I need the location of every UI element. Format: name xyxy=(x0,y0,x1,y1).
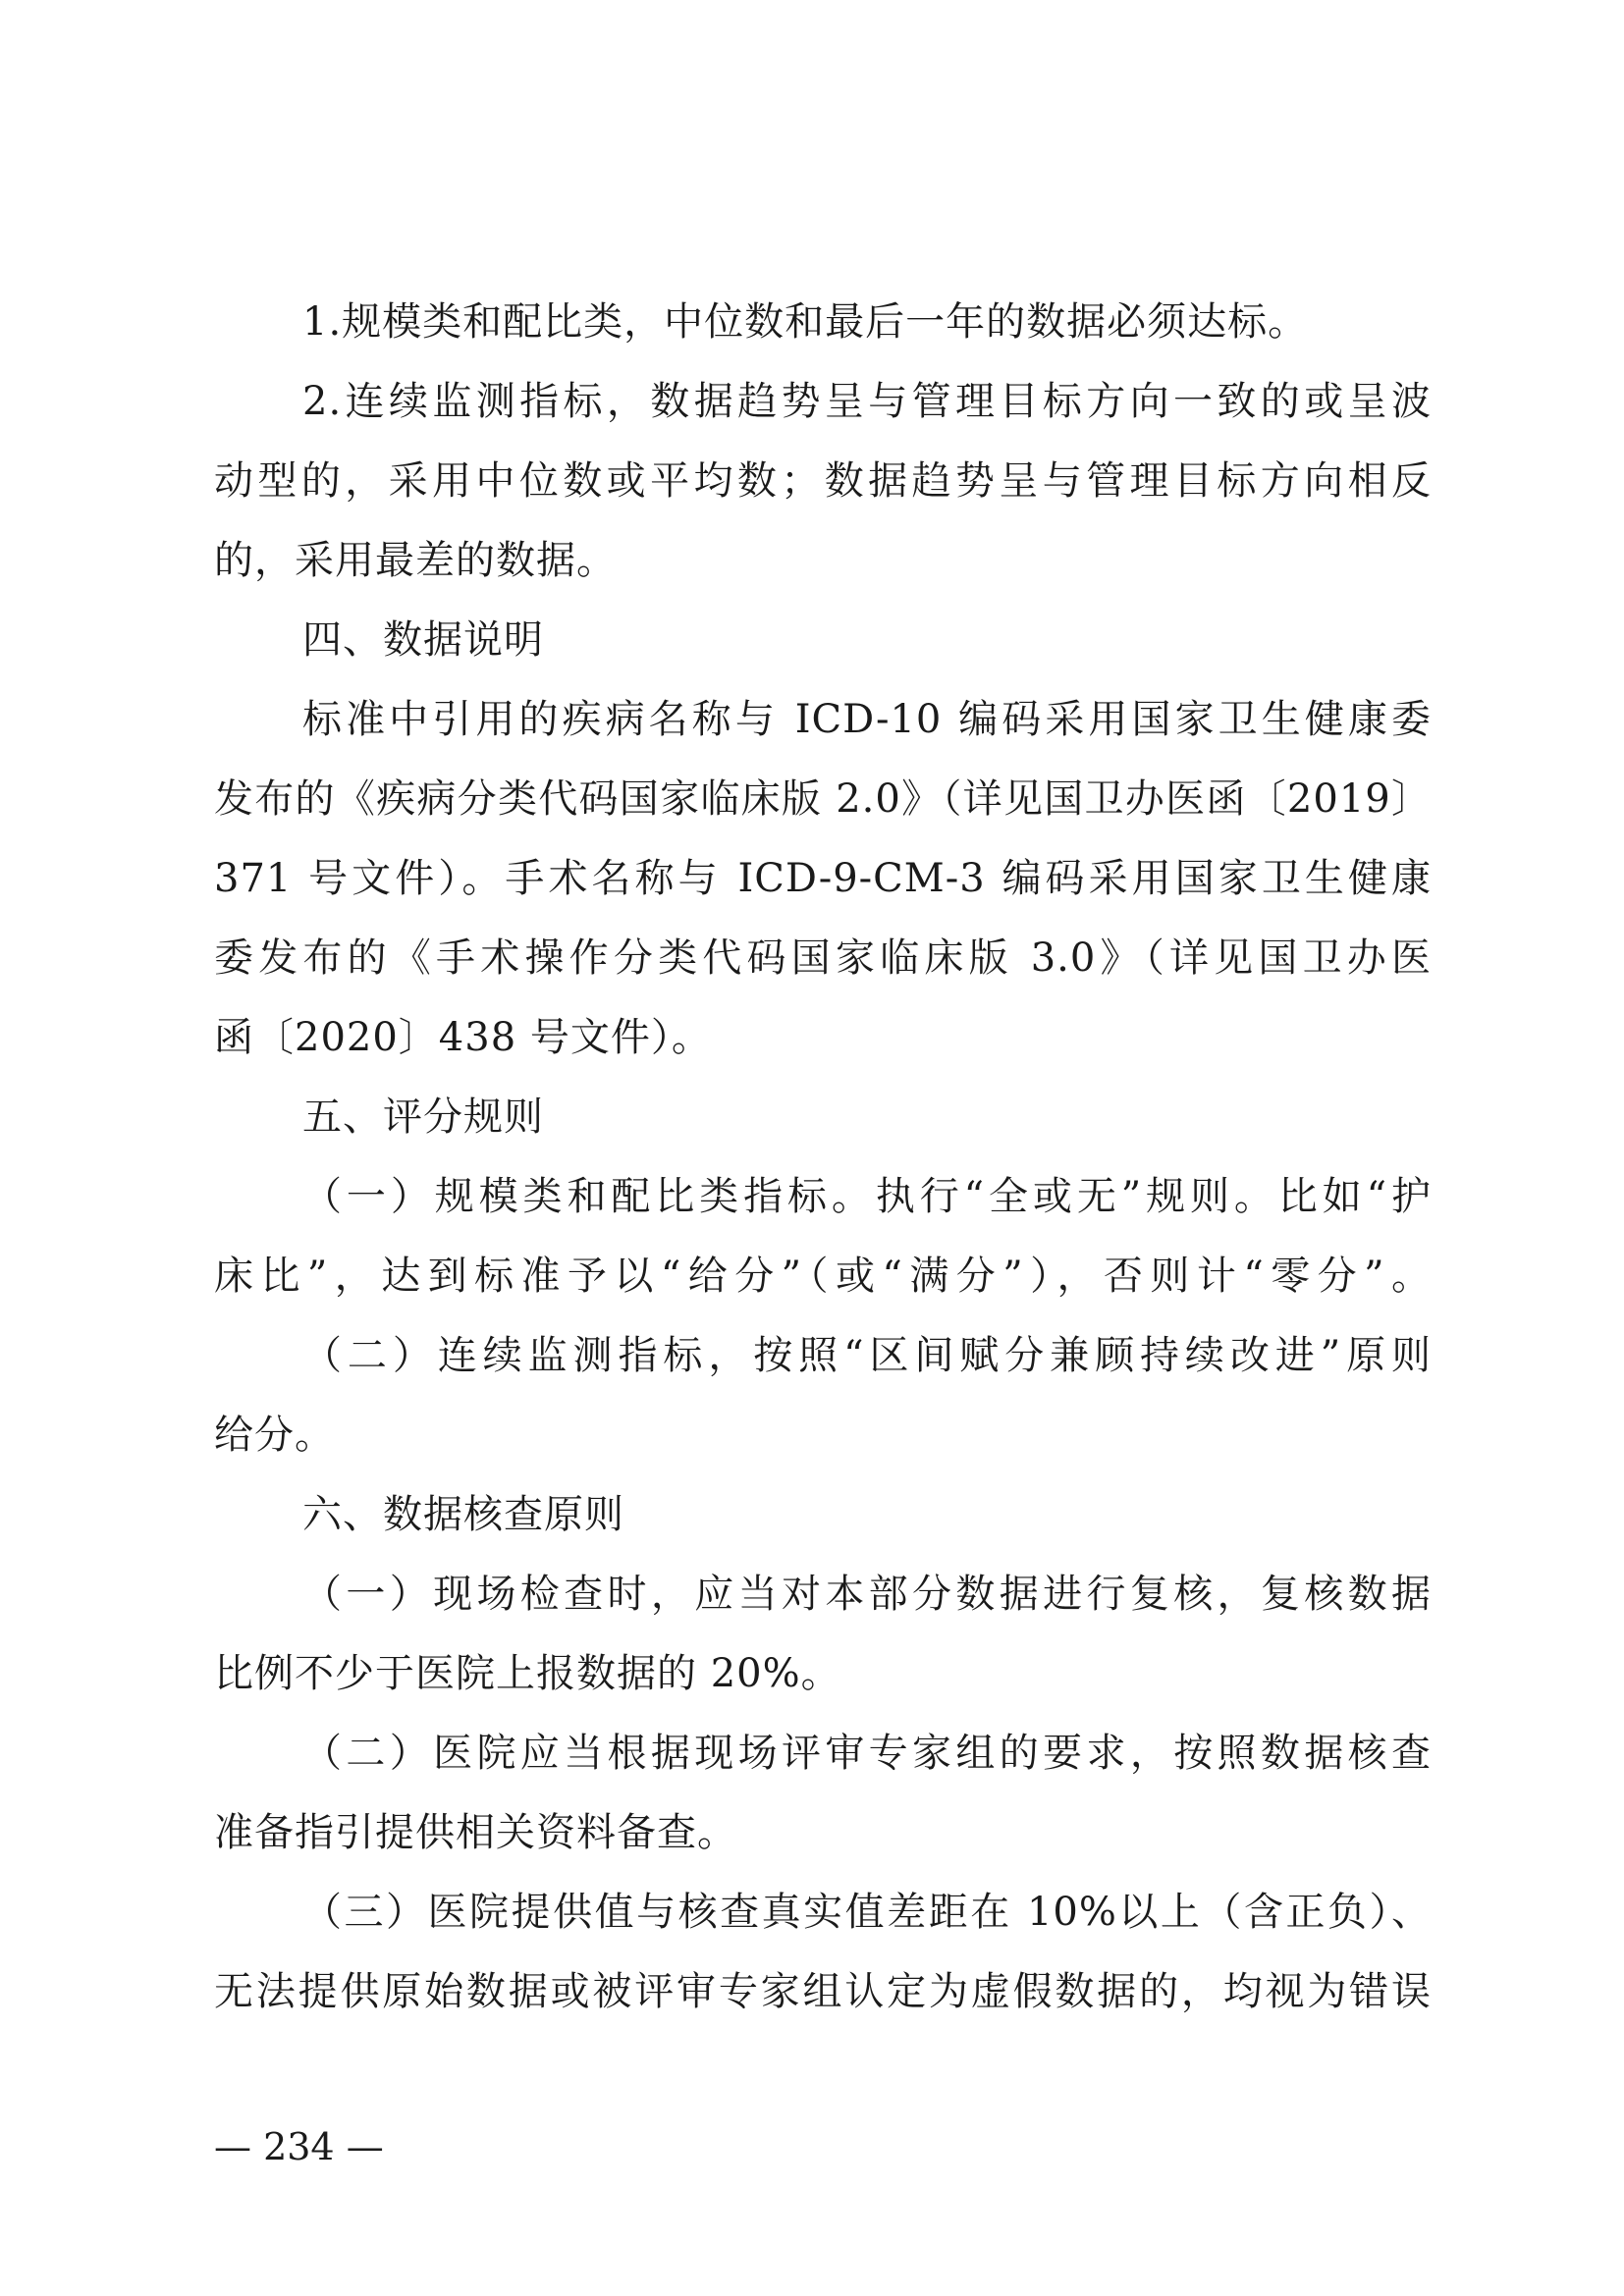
text-line: （三）医院提供值与核查真实值差距在 10%以上（含正负）、 xyxy=(302,1890,1432,1935)
text-line: （二）连续监测指标，按照“区间赋分兼顾持续改进”原则 xyxy=(302,1333,1432,1378)
text-line: 五、评分规则 xyxy=(302,1095,544,1140)
text-line: （一）现场检查时，应当对本部分数据进行复核，复核数据 xyxy=(302,1572,1432,1617)
text-line: 发布的《疾病分类代码国家临床版 2.0》（详见国卫办医函〔2019〕 xyxy=(214,776,1432,822)
text-line: 给分。 xyxy=(214,1413,335,1458)
text-line: 标准中引用的疾病名称与 ICD-10 编码采用国家卫生健康委 xyxy=(302,697,1432,742)
text-line: 比例不少于医院上报数据的 20%。 xyxy=(214,1651,841,1696)
text-line: 2.连续监测指标，数据趋势呈与管理目标方向一致的或呈波 xyxy=(302,379,1432,424)
text-line: （一）规模类和配比类指标。执行“全或无”规则。比如“护 xyxy=(302,1174,1432,1219)
document-body xyxy=(214,283,1432,2032)
text-line: 1.规模类和配比类，中位数和最后一年的数据必须达标。 xyxy=(302,299,1309,345)
page-number: — 234 — xyxy=(214,2125,384,2168)
text-line: 床比”，达到标准予以“给分”（或“满分”），否则计“零分”。 xyxy=(214,1254,1432,1299)
text-line: 动型的，采用中位数或平均数；数据趋势呈与管理目标方向相反 xyxy=(214,458,1432,504)
text-line: （二）医院应当根据现场评审专家组的要求，按照数据核查 xyxy=(302,1731,1432,1776)
text-line: 委发布的《手术操作分类代码国家临床版 3.0》（详见国卫办医 xyxy=(214,935,1432,981)
text-line: 四、数据说明 xyxy=(302,617,544,663)
text-line: 六、数据核查原则 xyxy=(302,1492,624,1537)
text-line: 准备指引提供相关资料备查。 xyxy=(214,1810,737,1855)
text-line: 无法提供原始数据或被评审专家组认定为虚假数据的，均视为错误 xyxy=(214,1969,1432,2014)
text-line: 371 号文件）。手术名称与 ICD-9-CM-3 编码采用国家卫生健康 xyxy=(214,856,1432,901)
text-line: 的，采用最差的数据。 xyxy=(214,538,617,583)
text-line: 函〔2020〕438 号文件）。 xyxy=(214,1015,712,1060)
